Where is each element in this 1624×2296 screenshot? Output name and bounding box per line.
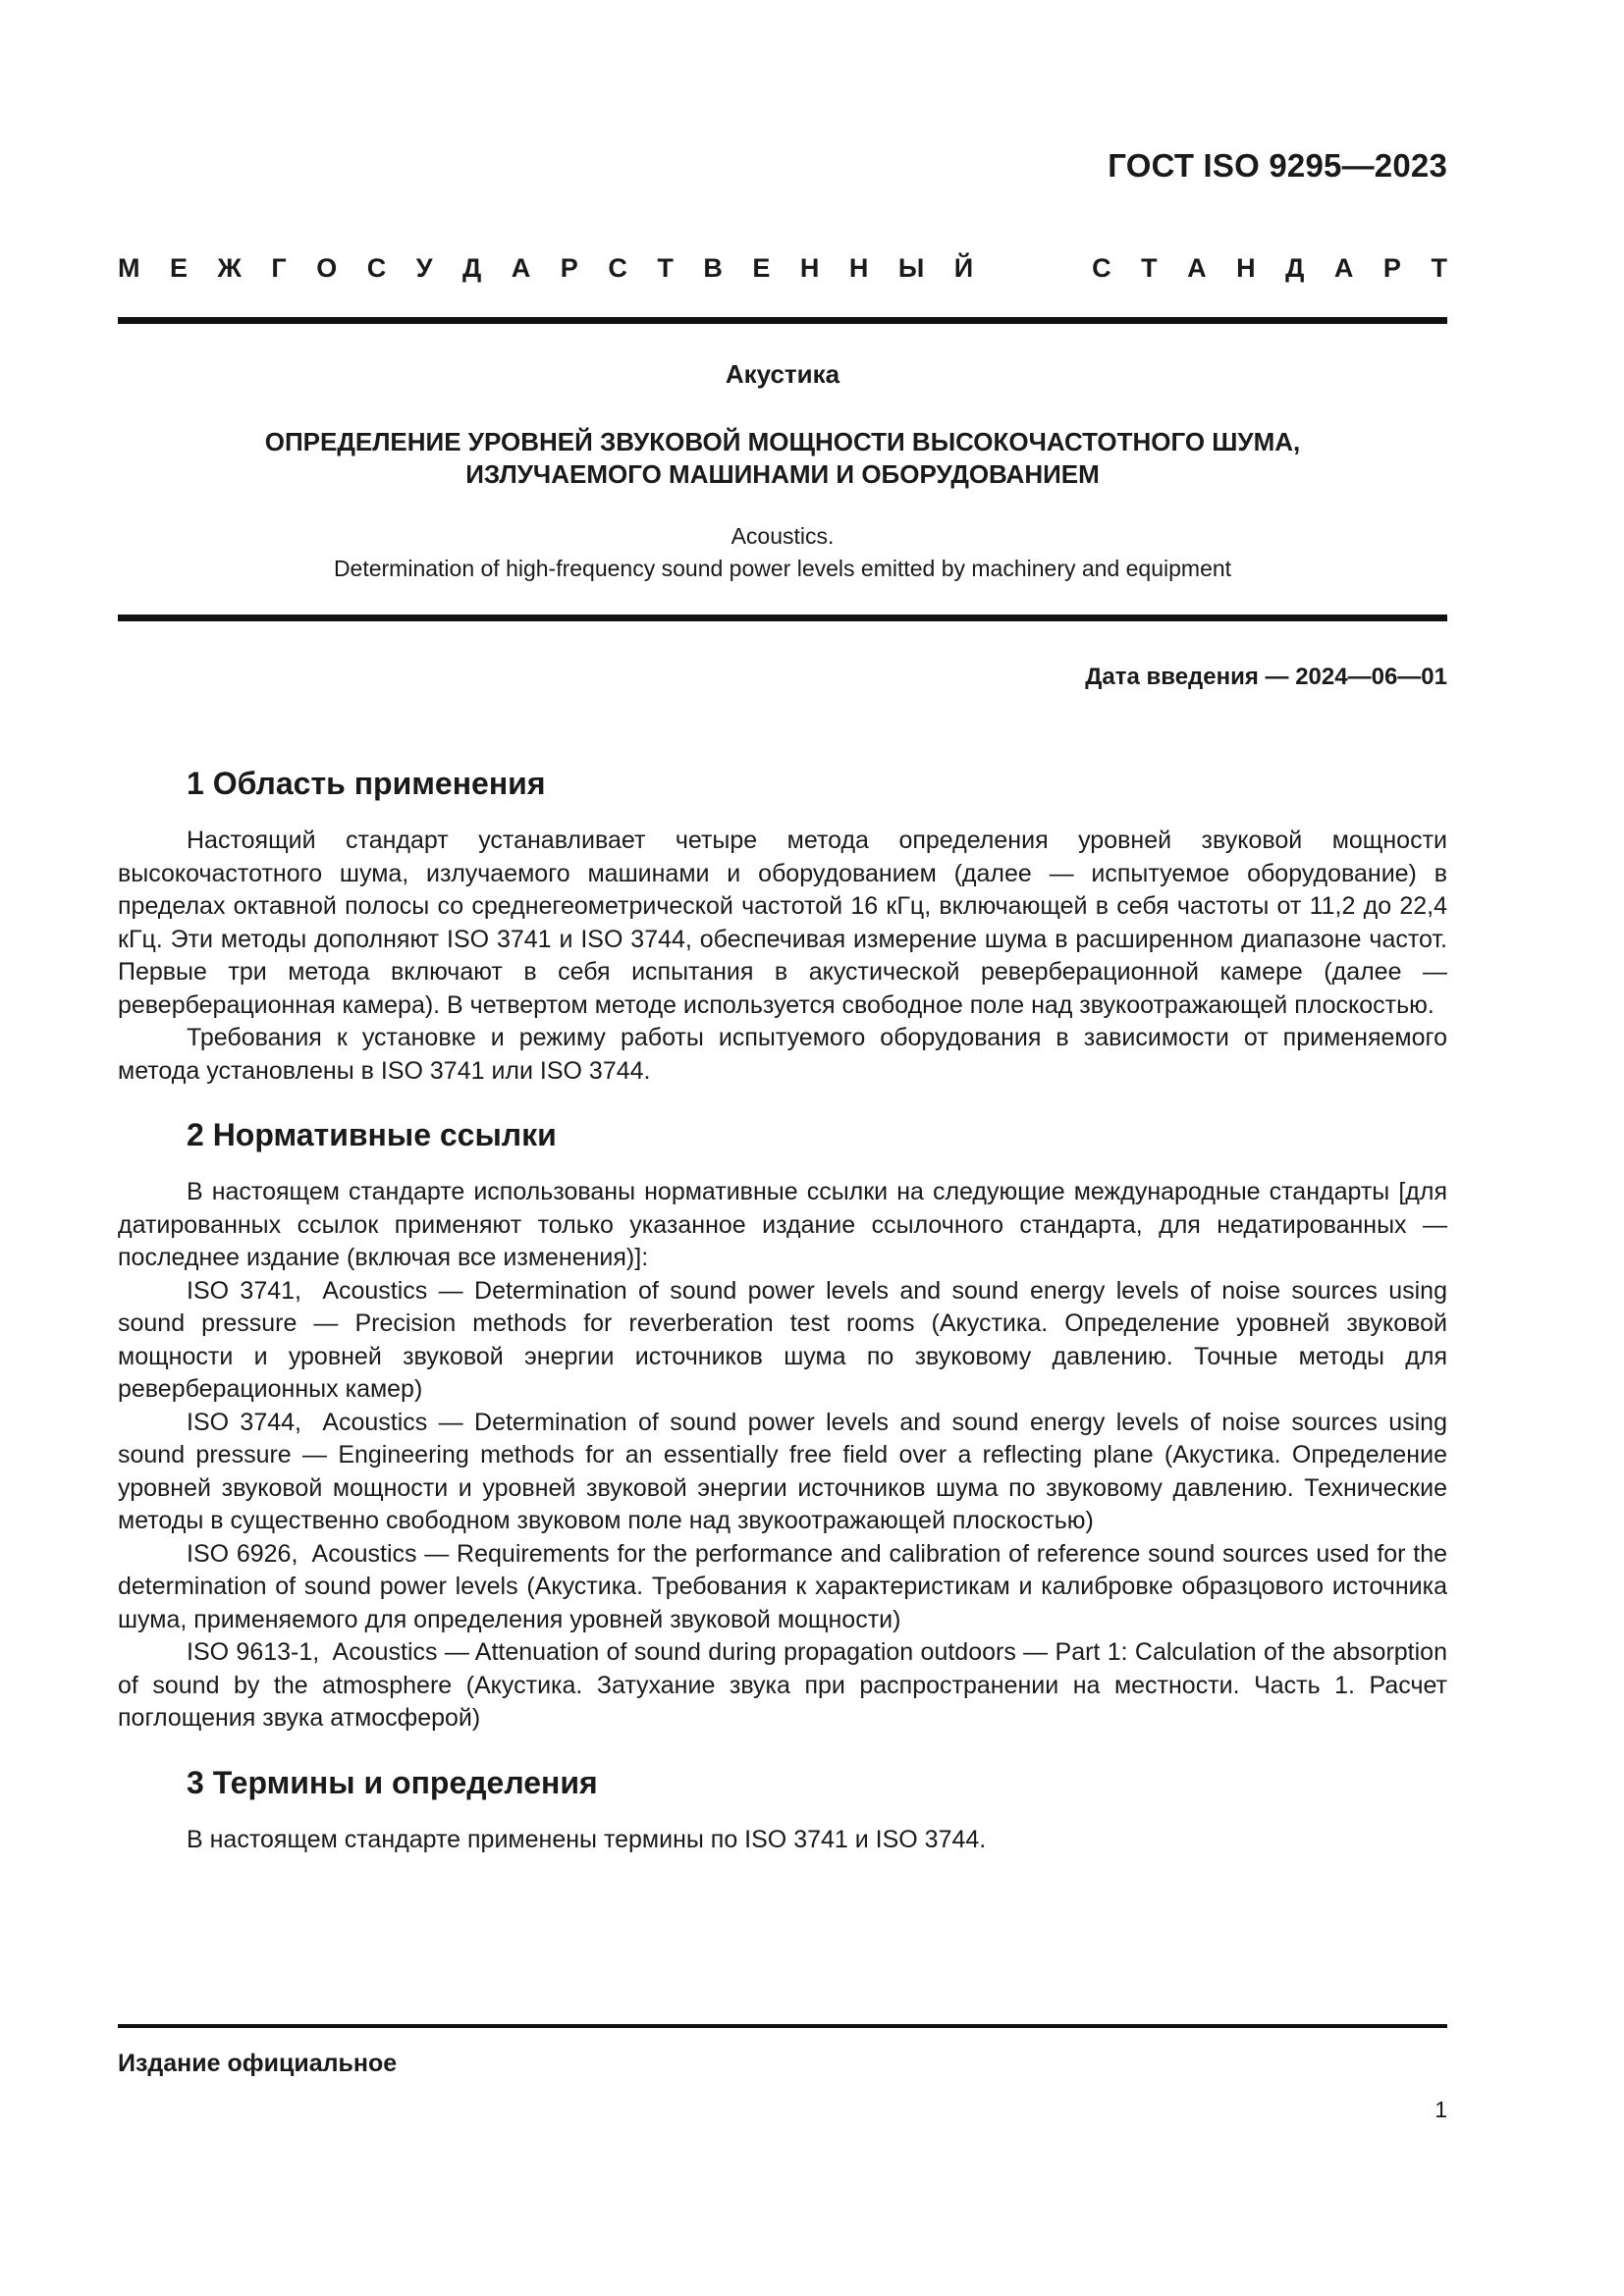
title-english [118, 520, 1447, 585]
section-heading-terms: 3 Термины и определения [187, 1764, 598, 1800]
title-english-line: Determination of high-frequency sound power levels emitted by machinery and equipment [333, 556, 1232, 581]
section-heading-scope: 1 Область применения [187, 766, 546, 801]
doc-type-letter: Й [953, 253, 974, 283]
introduction-date: Дата введения — 2024—06—01 [1085, 664, 1447, 690]
doc-type-letter: Т [657, 253, 674, 283]
doc-type-letter: Т [1431, 253, 1447, 283]
document-designation: ГОСТ ISO 9295—2023 [1108, 147, 1447, 184]
reference-code: ISO 3744, [187, 1408, 301, 1436]
section-heading-normative-references: 2 Нормативные ссылки [187, 1117, 557, 1152]
subject-heading: Акустика [725, 359, 840, 389]
doc-type-letter: Ы [897, 253, 925, 283]
doc-type-letter: Н [1236, 253, 1256, 283]
doc-type-letter: А [511, 253, 531, 283]
reference-text: Acoustics — Requirements for the performance and calibration of reference sound sources used for the determination of sound power levels (Акустика. Требования к характеристикам и калибровке образцового источника шума, применяемого для определения уровней звуковой мощности) [118, 1539, 1448, 1633]
doc-type-letter: Е [170, 253, 189, 283]
doc-type-letter: Д [1285, 253, 1305, 283]
scope-paragraph: Требования к установке и режиму работы испытуемого оборудования в зависимости от применяемого метода установлены в ISO 3741 или ISO 3744. [118, 1024, 1447, 1085]
title-russian-line: ОПРЕДЕЛЕНИЕ УРОВНЕЙ ЗВУКОВОЙ МОЩНОСТИ ВЫСОКОЧАСТОТНОГО ШУМА, [264, 427, 1301, 456]
scope-paragraph: Настоящий стандарт устанавливает четыре метода определения уровней звуковой мощности высокочастотного шума, излучаемого машинами и оборудованием (далее — испытуемое оборудование) в пределах октавной полосы со среднегеометрической частотой 16 кГц, включающей в себя частоты от 11,2 до 22,4 кГц. Эти методы дополняют ISO 3741 и ISO 3744, обеспечивая измерение шума в расширенном диапазоне частот. Первые три метода включают в себя испытания в акустической реверберационной камере (далее — реверберационная камера). В четвертом методе используется свободное поле над звукоотражающей плоскостью. [118, 827, 1447, 1019]
title-russian [118, 426, 1447, 491]
bottom-divider [118, 2024, 1447, 2028]
reference-entry [118, 1407, 1447, 1538]
terms-paragraph: В настоящем стандарте применены термины по ISO 3741 и ISO 3744. [187, 1825, 987, 1853]
doc-type-word-gap [1003, 253, 1062, 284]
middle-divider [118, 614, 1447, 621]
doc-type-letter: С [366, 253, 387, 283]
title-russian-line: ИЗЛУЧАЕМОГО МАШИНАМИ И ОБОРУДОВАНИЕМ [465, 459, 1100, 489]
page-number: 1 [1435, 2097, 1447, 2122]
doc-type-letter: Р [1382, 253, 1401, 283]
reference-entry [118, 1275, 1447, 1407]
title-block [118, 355, 1447, 585]
reference-text: Acoustics — Determination of sound power levels and sound energy levels of noise sources using sound pressure — Engineering methods for an essentially free field over a reflecting plane (Акустика. Определение уровней звуковой мощности и уровней звуковой энергии источников шума по звуковому давлению. Технические методы в существенно свободном звуковом поле над звукоотражающей плоскостью) [118, 1408, 1447, 1534]
reference-entry [118, 1636, 1447, 1735]
doc-type-letter: Т [1141, 253, 1158, 283]
doc-type-letter: А [1187, 253, 1207, 283]
doc-type-letter: М [118, 253, 140, 283]
doc-type-letter: Н [799, 253, 820, 283]
doc-type-letter: Н [848, 253, 869, 283]
reference-code: ISO 9613-1, [187, 1638, 320, 1666]
doc-type-letter: А [1333, 253, 1354, 283]
reference-entry [118, 1538, 1447, 1637]
doc-type-letter: О [316, 253, 338, 283]
doc-type-letter: Г [271, 253, 287, 283]
doc-type-letter: У [415, 253, 433, 283]
title-english-line: Acoustics. [731, 523, 835, 549]
top-divider [118, 317, 1447, 324]
reference-code: ISO 6926, [187, 1539, 298, 1568]
doc-type-letter: С [1092, 253, 1111, 283]
doc-type-letter: С [608, 253, 627, 283]
doc-type-letter: Ж [217, 253, 242, 283]
reference-text: Acoustics — Determination of sound power levels and sound energy levels of noise sources using sound pressure — Precision methods for reverberation test rooms (Акустика. Определение уровней звуковой мощности и уровней звуковой энергии источников шума по звуковому давлению. Точные методы для реверберационных камер) [118, 1276, 1447, 1403]
document-body [118, 764, 1447, 1856]
reference-text: Acoustics — Attenuation of sound during propagation outdoors — Part 1: Calculation of the absorption of sound by the atmosphere (Акустика. Затухание звука при распространении на местности. Часть 1. Расчет поглощения звука атмосферой) [118, 1638, 1447, 1732]
document-type-heading [118, 253, 1447, 284]
doc-type-letter: Р [560, 253, 578, 283]
doc-type-letter: Д [462, 253, 482, 283]
official-edition-label: Издание официальное [118, 2050, 398, 2077]
doc-type-letter: Е [752, 253, 771, 283]
doc-type-letter: В [703, 253, 723, 283]
reference-code: ISO 3741, [187, 1276, 301, 1305]
normative-intro-paragraph: В настоящем стандарте использованы нормативные ссылки на следующие международные стандарты [для датированных ссылок применяют только указанное издание ссылочного стандарта, для недатированных — последнее издание (включая все изменения)]: [118, 1178, 1447, 1271]
